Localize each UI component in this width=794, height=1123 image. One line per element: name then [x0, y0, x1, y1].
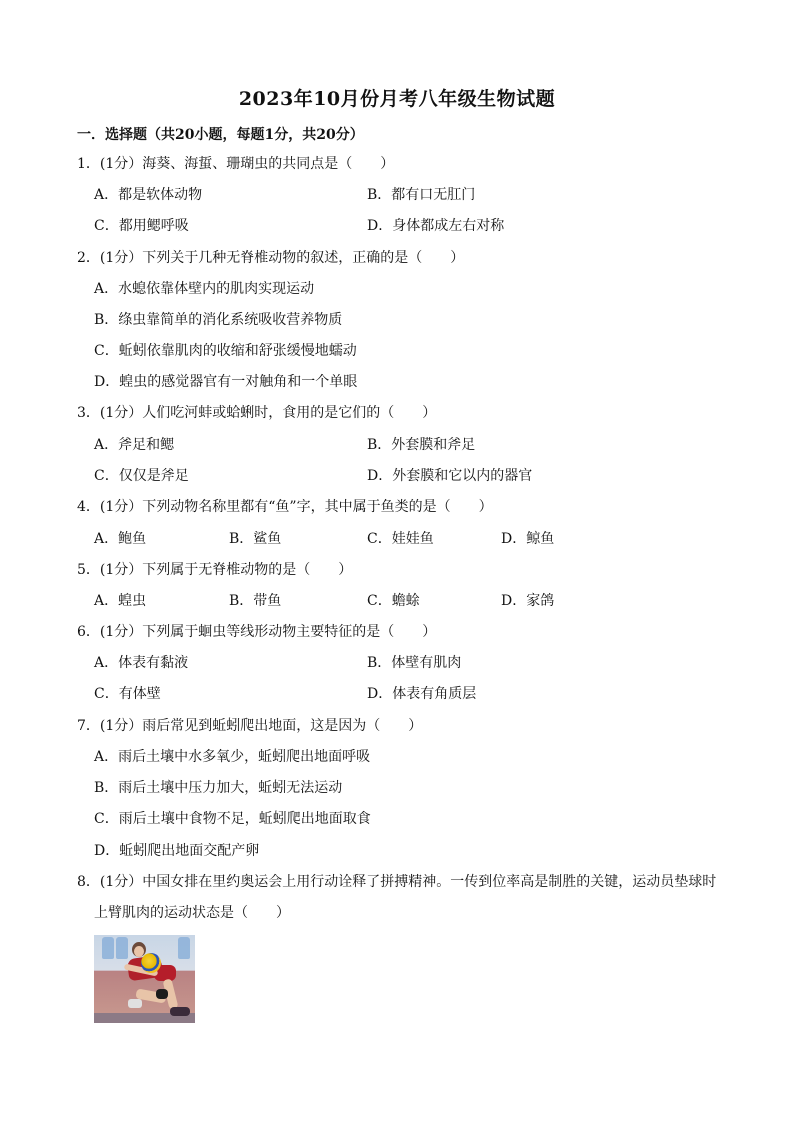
question-2-option-c[interactable]: C．蚯蚓依靠肌肉的收缩和舒张缓慢地蠕动 — [94, 343, 357, 359]
section-heading: 一．选择题（共20小题，每题1分，共20分） — [77, 127, 364, 143]
question-3-option-c[interactable]: C．仅仅是斧足 — [94, 468, 189, 484]
question-5-stem: 5．(1分）下列属于无脊椎动物的是（ ） — [77, 562, 353, 578]
question-1-option-d[interactable]: D．身体都成左右对称 — [367, 218, 505, 234]
question-1-option-b[interactable]: B．都有口无肛门 — [367, 187, 476, 203]
question-5-option-c[interactable]: C．蟾蜍 — [367, 593, 420, 609]
question-6-option-b[interactable]: B．体壁有肌肉 — [367, 655, 462, 671]
question-4-stem: 4．(1分）下列动物名称里都有“鱼”字，其中属于鱼类的是（ ） — [77, 499, 493, 515]
question-6-option-a[interactable]: A．体表有黏液 — [94, 655, 189, 671]
question-2-option-a[interactable]: A．水螅依靠体壁内的肌肉实现运动 — [94, 281, 315, 297]
question-8-stem-continued: 上臂肌肉的运动状态是（ ） — [94, 905, 290, 921]
page-title: 2023年10月份月考八年级生物试题 — [238, 88, 556, 110]
question-3-stem: 3．(1分）人们吃河蚌或蛤蜊时，食用的是它们的（ ） — [77, 405, 437, 421]
question-6-option-d[interactable]: D．体表有角质层 — [367, 686, 477, 702]
question-1-option-c[interactable]: C．都用鳃呼吸 — [94, 218, 189, 234]
question-5-option-b[interactable]: B．带鱼 — [229, 593, 282, 609]
question-7-option-c[interactable]: C．雨后土壤中食物不足，蚯蚓爬出地面取食 — [94, 811, 371, 827]
question-2-stem: 2．(1分）下列关于几种无脊椎动物的叙述，正确的是（ ） — [77, 250, 465, 266]
question-1-stem: 1．(1分）海葵、海蜇、珊瑚虫的共同点是（ ） — [77, 156, 395, 172]
question-8-stem: 8．(1分）中国女排在里约奥运会上用行动诠释了拼搏精神。一传到位率高是制胜的关键，运动员垫球时 — [77, 874, 717, 890]
question-4-option-c[interactable]: C．娃娃鱼 — [367, 531, 434, 547]
question-5-option-a[interactable]: A．蝗虫 — [94, 593, 147, 609]
question-3-option-a[interactable]: A．斧足和鳃 — [94, 437, 175, 453]
question-7-option-a[interactable]: A．雨后土壤中水多氧少，蚯蚓爬出地面呼吸 — [94, 749, 371, 765]
question-7-option-d[interactable]: D．蚯蚓爬出地面交配产卵 — [94, 843, 260, 859]
question-1-option-a[interactable]: A．都是软体动物 — [94, 187, 203, 203]
question-6-stem: 6．(1分）下列属于蛔虫等线形动物主要特征的是（ ） — [77, 624, 437, 640]
question-2-option-d[interactable]: D．蝗虫的感觉器官有一对触角和一个单眼 — [94, 374, 358, 390]
question-4-option-a[interactable]: A．鲍鱼 — [94, 531, 147, 547]
question-3-option-b[interactable]: B．外套膜和斧足 — [367, 437, 476, 453]
question-4-option-d[interactable]: D．鲸鱼 — [501, 531, 555, 547]
question-6-option-c[interactable]: C．有体壁 — [94, 686, 161, 702]
question-4-option-b[interactable]: B．鲨鱼 — [229, 531, 282, 547]
question-7-stem: 7．(1分）雨后常见到蚯蚓爬出地面，这是因为（ ） — [77, 718, 423, 734]
question-7-option-b[interactable]: B．雨后土壤中压力加大，蚯蚓无法运动 — [94, 780, 343, 796]
question-3-option-d[interactable]: D．外套膜和它以内的器官 — [367, 468, 533, 484]
question-2-option-b[interactable]: B．绦虫靠简单的消化系统吸收营养物质 — [94, 312, 343, 328]
question-5-option-d[interactable]: D．家鸽 — [501, 593, 555, 609]
volleyball-player-photo — [94, 935, 195, 1023]
